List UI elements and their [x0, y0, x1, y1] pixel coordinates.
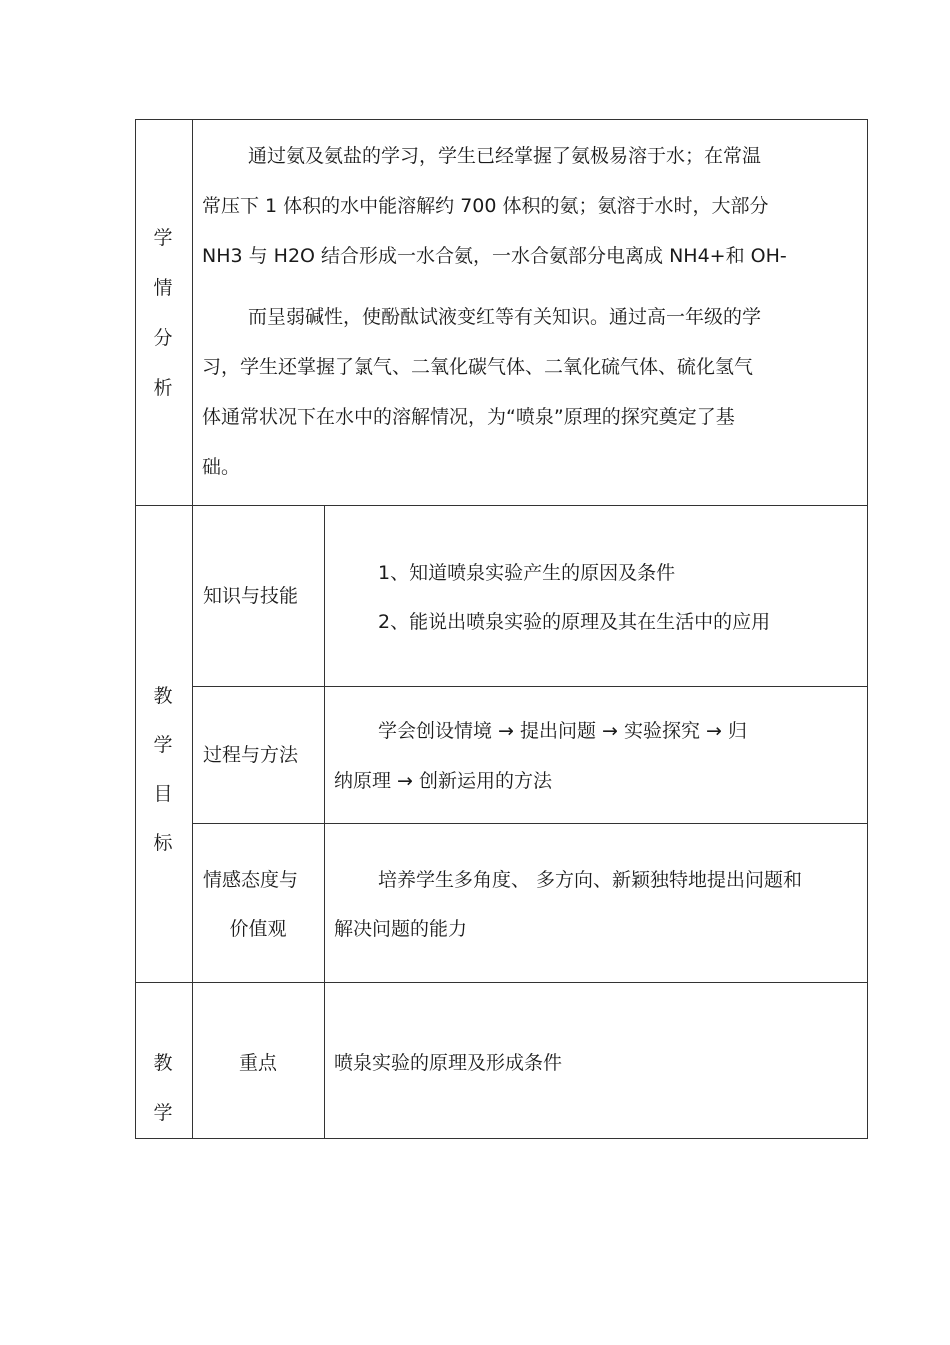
- focus-content: 喷泉实验的原理及形成条件: [334, 1052, 563, 1074]
- analysis-line-3: NH3 与 H2O 结合形成一水合氨，一水合氨部分电离成 NH4+和 OH-: [202, 245, 787, 267]
- focus-header-char-2: 学: [153, 1102, 173, 1124]
- table-border-bottom: [135, 1138, 868, 1139]
- objective-attitude-line-1: 培养学生多角度、 多方向、新颖独特地提出问题和: [378, 869, 803, 891]
- analysis-header-char-3: 分: [153, 327, 173, 349]
- objective-attitude-line-2: 解决问题的能力: [334, 918, 468, 940]
- row-divider-objective-2: [192, 823, 868, 824]
- column-divider-label: [324, 505, 325, 1139]
- analysis-line-1: 通过氨及氨盐的学习，学生已经掌握了氨极易溶于水；在常温: [248, 145, 762, 167]
- analysis-line-6: 体通常状况下在水中的溶解情况，为“喷泉”原理的探究奠定了基: [202, 406, 735, 428]
- objective-knowledge-line-2: 2、能说出喷泉实验的原理及其在生活中的应用: [378, 611, 771, 633]
- objectives-header-char-2: 学: [153, 734, 173, 756]
- analysis-line-5: 习，学生还掌握了氯气、二氧化碳气体、二氧化硫气体、硫化氢气: [202, 356, 754, 378]
- row-divider-analysis: [135, 505, 868, 506]
- row-divider-objectives: [135, 982, 868, 983]
- table-border-right: [867, 119, 868, 1139]
- table-border-top: [135, 119, 868, 120]
- objective-label-process: 过程与方法: [203, 744, 299, 766]
- objective-knowledge-line-1: 1、知道喷泉实验产生的原因及条件: [378, 562, 676, 584]
- objectives-header-char-4: 标: [153, 832, 173, 854]
- analysis-line-4: 而呈弱碱性，使酚酞试液变红等有关知识。通过高一年级的学: [248, 306, 762, 328]
- objectives-header-char-1: 教: [153, 685, 173, 707]
- focus-label: 重点: [238, 1052, 277, 1074]
- objectives-header-char-3: 目: [153, 783, 173, 805]
- analysis-line-7: 础。: [202, 456, 241, 478]
- objective-label-attitude-line-1: 情感态度与: [203, 869, 299, 891]
- table-border-left: [135, 119, 136, 1139]
- analysis-header-char-1: 学: [153, 227, 173, 249]
- objective-label-knowledge: 知识与技能: [203, 585, 299, 607]
- column-divider-header: [192, 119, 193, 1139]
- analysis-line-2: 常压下 1 体积的水中能溶解约 700 体积的氨；氨溶于水时，大部分: [202, 195, 769, 217]
- analysis-header-char-2: 情: [153, 277, 173, 299]
- focus-header-char-1: 教: [153, 1052, 173, 1074]
- objective-process-line-2: 纳原理 → 创新运用的方法: [334, 770, 552, 792]
- analysis-header-char-4: 析: [153, 377, 173, 399]
- objective-label-attitude-line-2: 价值观: [229, 918, 287, 940]
- objective-process-line-1: 学会创设情境 → 提出问题 → 实验探究 → 归: [378, 720, 747, 742]
- row-divider-objective-1: [192, 686, 868, 687]
